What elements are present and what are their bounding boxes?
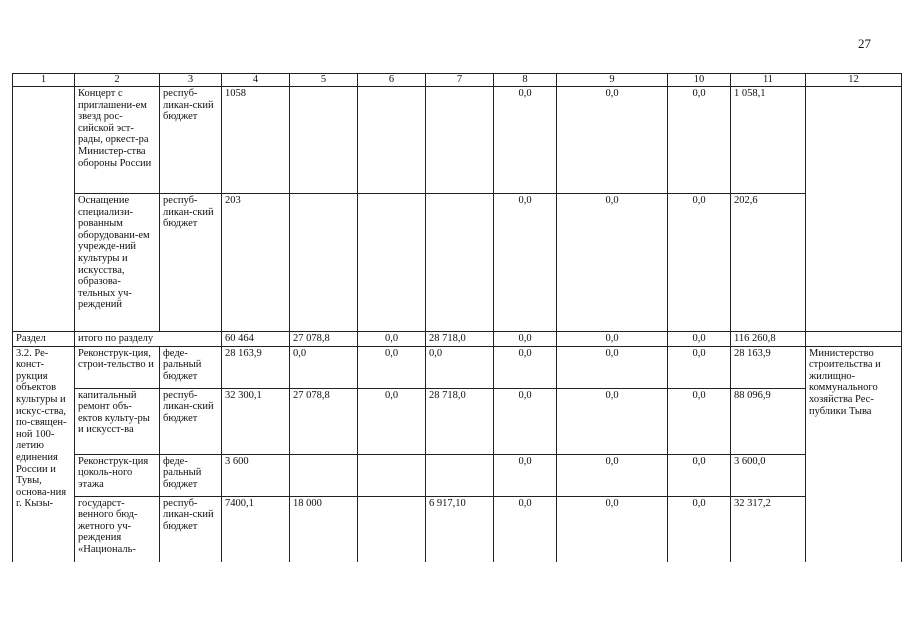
header-cell: 4 [222, 74, 290, 87]
value-col11: 3 600,0 [731, 454, 806, 496]
value-col7: 28 718,0 [426, 388, 494, 454]
item-name: капитальный ремонт объ-ектов культу-ры и искусст-ва [75, 388, 160, 454]
value-col6 [358, 87, 426, 194]
header-cell: 12 [806, 74, 902, 87]
header-cell: 9 [557, 74, 668, 87]
value-col5 [290, 454, 358, 496]
value-col10: 0,0 [668, 194, 731, 332]
value-col7 [426, 194, 494, 332]
value-col7: 6 917,10 [426, 496, 494, 562]
value-col8: 0,0 [494, 87, 557, 194]
value-col8: 0,0 [494, 454, 557, 496]
total-col4: 60 464 [222, 332, 290, 347]
total-col8: 0,0 [494, 332, 557, 347]
page-number: 27 [858, 36, 871, 51]
value-col7 [426, 454, 494, 496]
table-row [13, 454, 902, 496]
header-cell: 8 [494, 74, 557, 87]
value-col8: 0,0 [494, 346, 557, 388]
value-col7 [426, 87, 494, 194]
value-col5: 18 000 [290, 496, 358, 562]
header-cell: 11 [731, 74, 806, 87]
header-cell: 10 [668, 74, 731, 87]
value-col11: 28 163,9 [731, 346, 806, 388]
value-col6 [358, 454, 426, 496]
funding-source: феде-ральный бюджет [160, 454, 222, 496]
value-col10: 0,0 [668, 454, 731, 496]
funding-source: респуб-ликан-ский бюджет [160, 194, 222, 332]
value-col4: 3 600 [222, 454, 290, 496]
value-col10: 0,0 [668, 346, 731, 388]
value-col6 [358, 194, 426, 332]
total-col9: 0,0 [557, 332, 668, 347]
value-col6: 0,0 [358, 346, 426, 388]
item-name: Оснащение специализи-рованным оборудовани-ем учрежде-ний культуры и искусства, образова-тельных уч-реждений [75, 194, 160, 332]
value-col4: 32 300,1 [222, 388, 290, 454]
value-col8: 0,0 [494, 388, 557, 454]
value-col9: 0,0 [557, 454, 668, 496]
item-name: Концерт с приглашени-ем звезд рос-сийской эст-рады, оркест-ра Министер-ства обороны России [75, 87, 160, 194]
total-col7: 28 718,0 [426, 332, 494, 347]
value-col11: 202,6 [731, 194, 806, 332]
value-col6 [358, 496, 426, 562]
value-col9: 0,0 [557, 87, 668, 194]
header-row [13, 74, 902, 87]
value-col11: 88 096,9 [731, 388, 806, 454]
empty-responsible-cell [806, 87, 902, 332]
header-cell: 3 [160, 74, 222, 87]
total-col10: 0,0 [668, 332, 731, 347]
item-name: Реконструк-ция цоколь-ного этажа [75, 454, 160, 496]
header-cell: 7 [426, 74, 494, 87]
section-total-label: итого по разделу [75, 332, 222, 347]
value-col11: 1 058,1 [731, 87, 806, 194]
value-col9: 0,0 [557, 496, 668, 562]
value-col9: 0,0 [557, 346, 668, 388]
item-name: Реконструк-ция, строи-тельство и [75, 346, 160, 388]
funding-source: респуб-ликан-ский бюджет [160, 388, 222, 454]
section-name: 3.2. Ре-конст-рукция объектов культуры и искус-ства, по-священ-ной 100-летию единения России и Тувы, основа-ния г. Кызы- [13, 346, 75, 562]
value-col4: 1058 [222, 87, 290, 194]
value-col6: 0,0 [358, 388, 426, 454]
value-col7: 0,0 [426, 346, 494, 388]
value-col10: 0,0 [668, 496, 731, 562]
empty-section-cell [13, 87, 75, 332]
total-col6: 0,0 [358, 332, 426, 347]
value-col8: 0,0 [494, 194, 557, 332]
value-col8: 0,0 [494, 496, 557, 562]
total-col5: 27 078,8 [290, 332, 358, 347]
value-col10: 0,0 [668, 87, 731, 194]
table-row [13, 87, 902, 194]
value-col5 [290, 87, 358, 194]
funding-source: феде-ральный бюджет [160, 346, 222, 388]
table-row [13, 496, 902, 562]
value-col10: 0,0 [668, 388, 731, 454]
value-col9: 0,0 [557, 388, 668, 454]
value-col4: 28 163,9 [222, 346, 290, 388]
item-name: государст-венного бюд-жетного уч-реждения «Националь- [75, 496, 160, 562]
value-col5: 27 078,8 [290, 388, 358, 454]
table-row [13, 346, 902, 388]
value-col11: 32 317,2 [731, 496, 806, 562]
value-col9: 0,0 [557, 194, 668, 332]
value-col4: 7400,1 [222, 496, 290, 562]
value-col4: 203 [222, 194, 290, 332]
value-col5 [290, 194, 358, 332]
section-total-row [13, 332, 902, 347]
total-col11: 116 260,8 [731, 332, 806, 347]
header-cell: 2 [75, 74, 160, 87]
funding-source: респуб-ликан-ский бюджет [160, 87, 222, 194]
header-cell: 5 [290, 74, 358, 87]
section-label: Раздел [13, 332, 75, 347]
header-cell: 6 [358, 74, 426, 87]
header-cell: 1 [13, 74, 75, 87]
responsible-ministry: Министерство строительства и жилищно-коммунального хозяйства Рес-публики Тыва [806, 346, 902, 562]
budget-table [12, 73, 902, 562]
empty-responsible-cell [806, 332, 902, 347]
table-row [13, 388, 902, 454]
value-col5: 0,0 [290, 346, 358, 388]
table-row [13, 194, 902, 332]
funding-source: респуб-ликан-ский бюджет [160, 496, 222, 562]
